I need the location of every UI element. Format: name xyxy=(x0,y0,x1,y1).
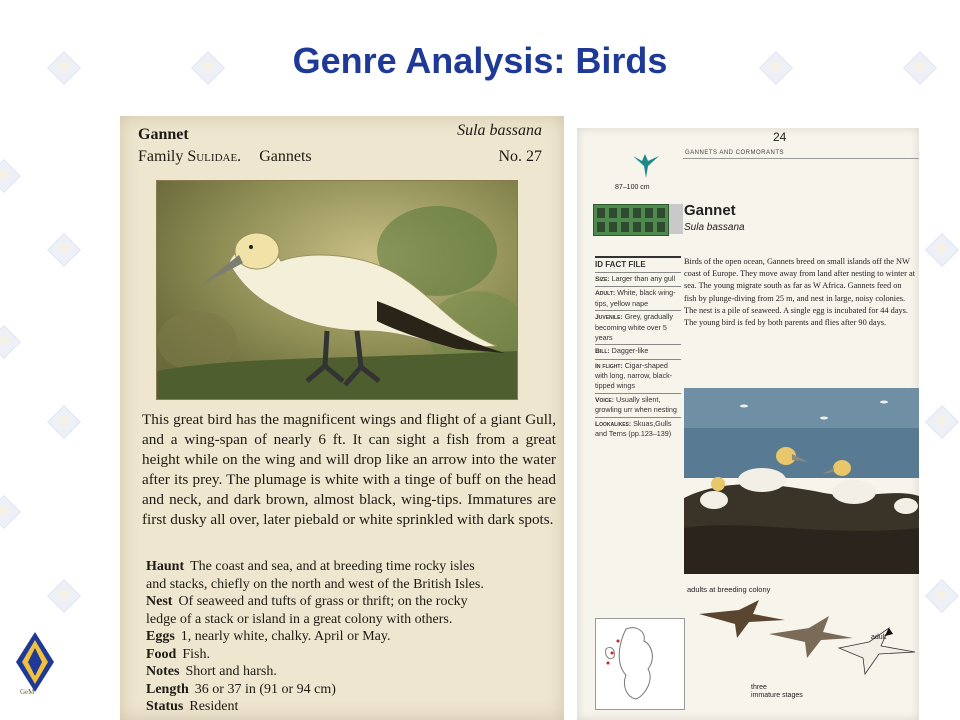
colony-photo xyxy=(684,388,919,574)
plate-number: No. 27 xyxy=(498,148,542,165)
group-name: Gannets xyxy=(259,148,312,165)
header-rule xyxy=(683,158,919,159)
species-title: Gannet xyxy=(684,202,736,219)
section-header: GANNETS AND CORMORANTS xyxy=(685,150,785,156)
illustration-caption-adult: adult xyxy=(871,634,887,641)
diamond-decoration xyxy=(925,233,959,267)
gem-logo-icon xyxy=(12,630,58,696)
fact-row-haunt: Haunt The coast and sea, and at breeding time rocky isles xyxy=(146,559,475,574)
bird-silhouette-icon xyxy=(629,152,663,180)
range-map xyxy=(595,618,685,710)
page-number: 24 xyxy=(773,130,787,144)
fact-row-notes: Notes Short and harsh. xyxy=(146,664,277,679)
diamond-decoration xyxy=(0,159,21,193)
id-entry-lookalikes: Lookalikes: Skuas,Gulls and Terns (pp.123–139) xyxy=(595,417,681,441)
season-calendar xyxy=(593,204,669,236)
fact-row-food: Food Fish. xyxy=(146,646,210,662)
id-entry-bill: Bill: Dagger-like xyxy=(595,344,681,359)
fact-row-nest-cont: ledge of a stack or island in a great colony with others. xyxy=(146,611,453,627)
diamond-decoration xyxy=(925,579,959,613)
field-guide-page-left xyxy=(120,116,564,720)
slide-title: Genre Analysis: Birds xyxy=(292,40,668,81)
season-calendar-tab xyxy=(669,204,683,234)
id-entry-size: Size: Larger than any gull xyxy=(595,272,681,287)
diamond-decoration xyxy=(0,495,21,529)
species-scientific-name: Sula bassana xyxy=(684,222,745,233)
diamond-decoration xyxy=(0,325,21,359)
diamond-decoration xyxy=(47,405,81,439)
id-fact-file-heading: ID FACT FILE xyxy=(595,256,681,270)
id-entry-in-flight: In flight: Cigar-shaped with long, narrow, black-tipped wings xyxy=(595,359,681,393)
fact-row-length: Length 36 or 37 in (91 or 94 cm) xyxy=(146,681,336,697)
gannet-painting xyxy=(156,180,518,400)
size-range: 87–100 cm xyxy=(615,184,650,191)
species-description: This great bird has the magnificent wings and flight of a giant Gull, and a wing-span of nearly 6 ft. It can sight a fish from a great height while on the wing and will drop like an arrow into the water after its prey. The plumage is white with a tinge of buff on the head and neck, and dark brown, almost black, wing-tips. Immatures are first dusky all over, later piebald or white sprinkled with dark spots. xyxy=(142,411,556,528)
photo-caption: adults at breeding colony xyxy=(687,585,771,594)
flight-illustrations xyxy=(689,598,919,716)
family-prefix: Family xyxy=(138,148,184,165)
fact-row-haunt-cont: and stacks, chiefly on the north and west of the British Isles. xyxy=(146,576,484,592)
species-facts xyxy=(146,558,558,716)
bird-name: Gannet xyxy=(138,126,189,143)
scientific-name: Sula bassana xyxy=(457,122,542,139)
id-entry-juvenile: Juvenile: Grey, gradually becoming white over 5 years xyxy=(595,310,681,344)
species-body-text: Birds of the open ocean, Gannets breed on small islands off the NW coast of Europe. They move away from land after nesting to winter at sea. The young migrate south as far as W Africa. Gannets feed on fish by plunge-diving from 25 m, and nest in large, noisy colonies. The nest is a pile of seaweed. A single egg is incubated for 44 days. The young bird is fed by both parents and flies after 90 days. xyxy=(684,257,915,328)
family-name: Sulidae. xyxy=(187,148,242,165)
fact-row-nest: Nest Of seaweed and tufts of grass or thrift; on the rocky xyxy=(146,594,468,609)
fact-row-eggs: Eggs 1, nearly white, chalky. April or May. xyxy=(146,629,391,644)
family-line xyxy=(138,148,312,166)
id-entry-voice: Voice: Usually silent, growling urr when nesting xyxy=(595,393,681,417)
fact-row-status: Status Resident xyxy=(146,699,239,714)
illustration-caption: three immature stages xyxy=(751,684,803,699)
field-guide-page-right xyxy=(577,128,919,720)
diamond-decoration xyxy=(925,405,959,439)
logo-text: GeM xyxy=(20,688,35,696)
diamond-decoration xyxy=(47,579,81,613)
diamond-decoration xyxy=(47,233,81,267)
id-fact-file xyxy=(595,256,681,441)
id-entry-adult: Adult: White, black wing-tips, yellow nape xyxy=(595,286,681,310)
